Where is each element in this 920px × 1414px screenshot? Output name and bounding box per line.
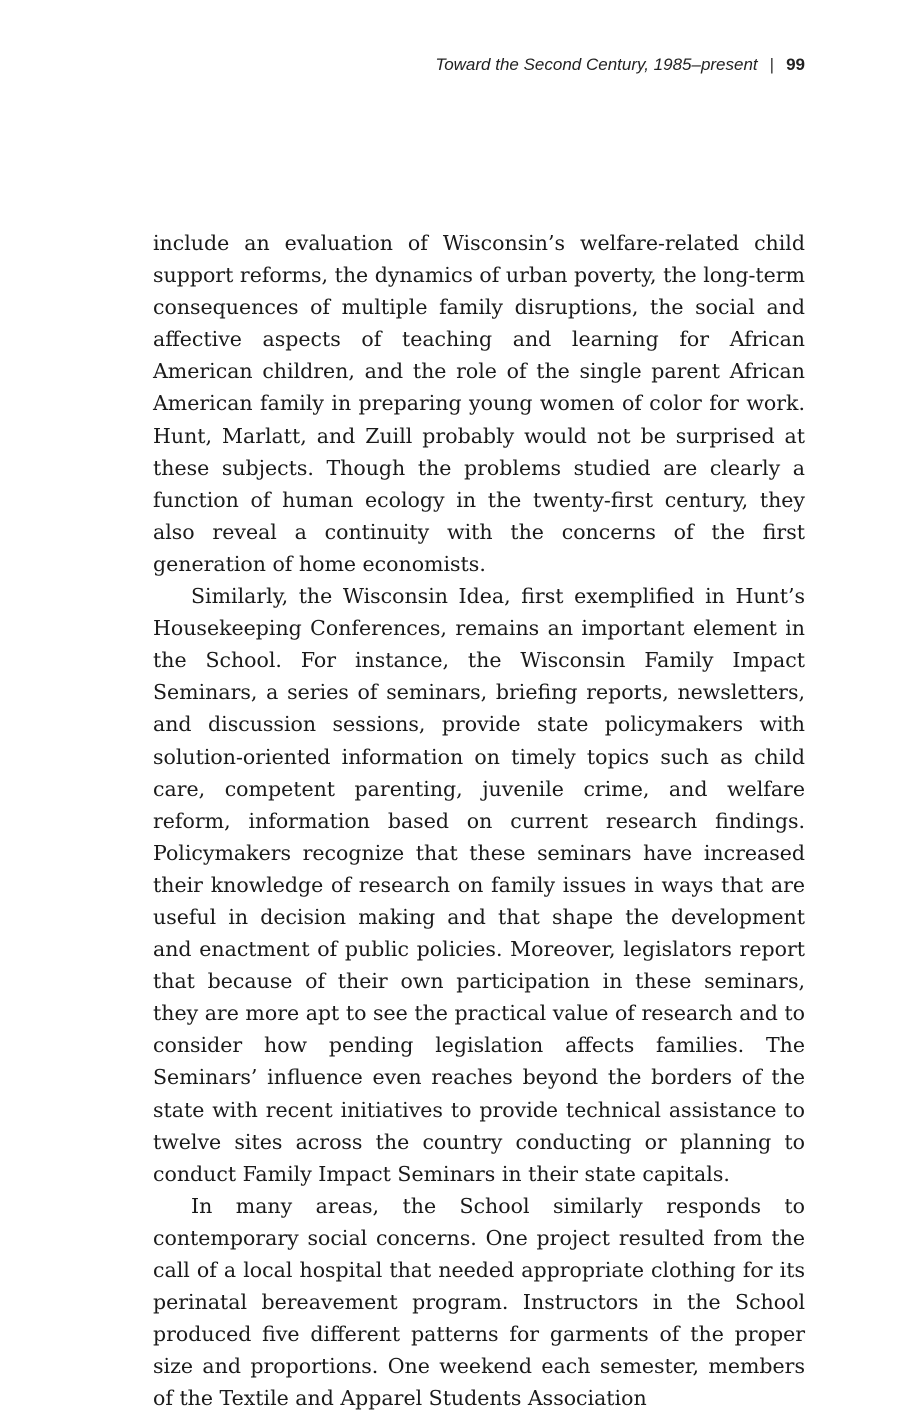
running-head-separator: | xyxy=(769,55,775,74)
running-header xyxy=(435,52,805,78)
running-head-title: Toward the Second Century, 1985–present xyxy=(435,55,758,74)
page-number: 99 xyxy=(786,55,805,74)
body-text xyxy=(153,227,805,1414)
paragraph-social-concerns: In many areas, the School similarly responds to contemporary social concerns. One project resulted from the call of a local hospital that needed appropriate clothing for its perinatal bereavement program. Instructors in the School produced five different patterns for garments of the proper size and proportions. One weekend each semester, members of the Textile and Apparel Students Association xyxy=(153,1193,805,1411)
paragraph-wisconsin-idea: Similarly, the Wisconsin Idea, first exemplified in Hunt’s Housekeeping Conferences, remains an important element in the School. For instance, the Wisconsin Family Impact Seminars, a series of seminars, briefing reports, newsletters, and discussion sessions, provide state policymakers with solution-oriented information on timely topics such as child care, competent parenting, juvenile crime, and welfare reform, information based on current research findings. Policymakers recognize that these seminars have increased their knowledge of research on family issues in ways that are useful in decision making and that shape the development and enactment of public policies. Moreover, legislators report that because of their own participation in these seminars, they are more apt to see the practical value of research and to consider how pending legislation affects families. The Seminars’ influence even reaches beyond the borders of the state with recent initiatives to provide technical assistance to twelve sites across the country conducting or planning to conduct Family Impact Seminars in their state capitals. xyxy=(153,584,805,1186)
paragraph-continued: include an evaluation of Wisconsin’s welfare-related child support reforms, the dynamics of urban poverty, the long-term consequences of multiple family disruptions, the social and affective aspects of teaching and learning for African American children, and the role of the single parent African American family in preparing young women of color for work. Hunt, Marlatt, and Zuill probably would not be surprised at these subjects. Though the problems studied are clearly a function of human ecology in the twenty-first century, they also reveal a continuity with the concerns of the first generation of home economists. xyxy=(153,231,805,576)
